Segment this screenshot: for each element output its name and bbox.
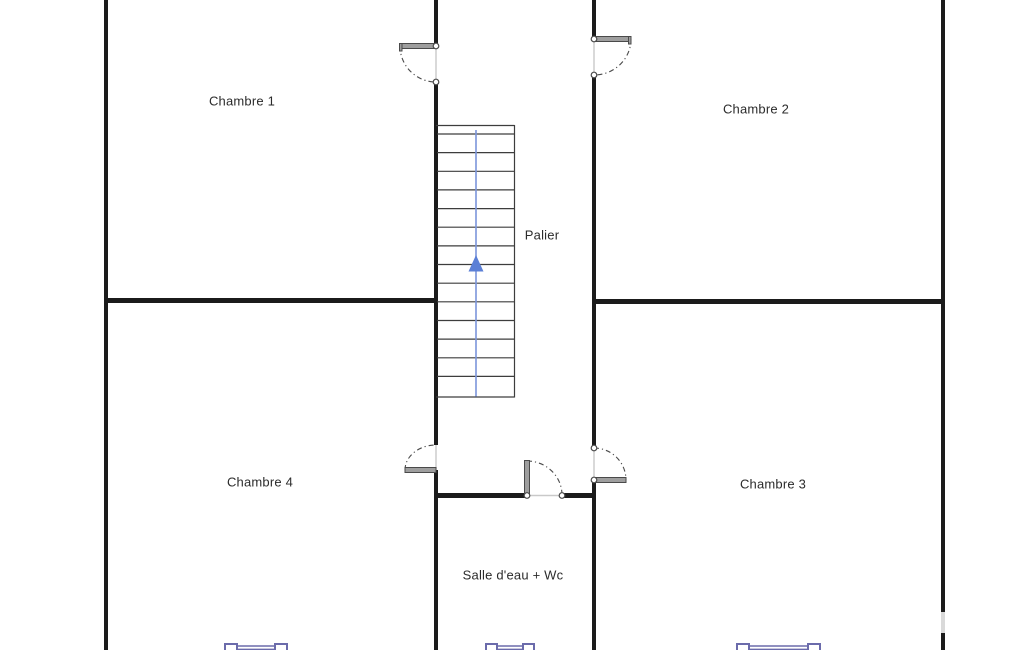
wall-corridor-right-b [592,75,596,448]
staircase [436,125,515,398]
wall-corridor-right-a [592,0,596,39]
door-hinge [559,493,565,499]
door-hinge [433,79,439,85]
window-chambre-3 [737,644,820,650]
room-label-chambre-4: Chambre 4 [226,474,294,490]
stair-up-arrow-icon [469,255,484,272]
door-salle-eau [524,461,565,499]
window-right-wall [941,612,945,633]
room-label-salle-eau: Salle d'eau + Wc [462,567,564,583]
door-chambre-4 [405,445,436,473]
door-chambre-2 [591,36,631,78]
door-chambre-3 [591,445,626,483]
window-chambre-4 [225,644,287,650]
wall-outer-right [941,0,945,650]
door-hinge [591,477,597,483]
room-label-chambre-2: Chambre 2 [722,101,790,117]
wall-corridor-left-b [434,82,438,445]
wall-corridor-right-c [592,481,596,650]
wall-mid-right [592,299,945,304]
wall-mid-left [104,298,438,303]
wall-bathroom-top-left [434,493,529,498]
wall-outer-left [104,0,108,650]
door-hinge [591,36,597,42]
room-label-chambre-3: Chambre 3 [739,476,807,492]
wall-bathroom-top-right [562,493,596,498]
door-chambre-1 [400,43,439,85]
room-label-palier: Palier [524,227,560,243]
door-hinge [591,445,597,451]
window-salle-eau [486,644,534,650]
door-hinge [524,493,530,499]
room-label-chambre-1: Chambre 1 [208,93,276,109]
door-hinge [433,43,439,49]
wall-corridor-left-a [434,0,438,46]
door-hinge [591,72,597,78]
